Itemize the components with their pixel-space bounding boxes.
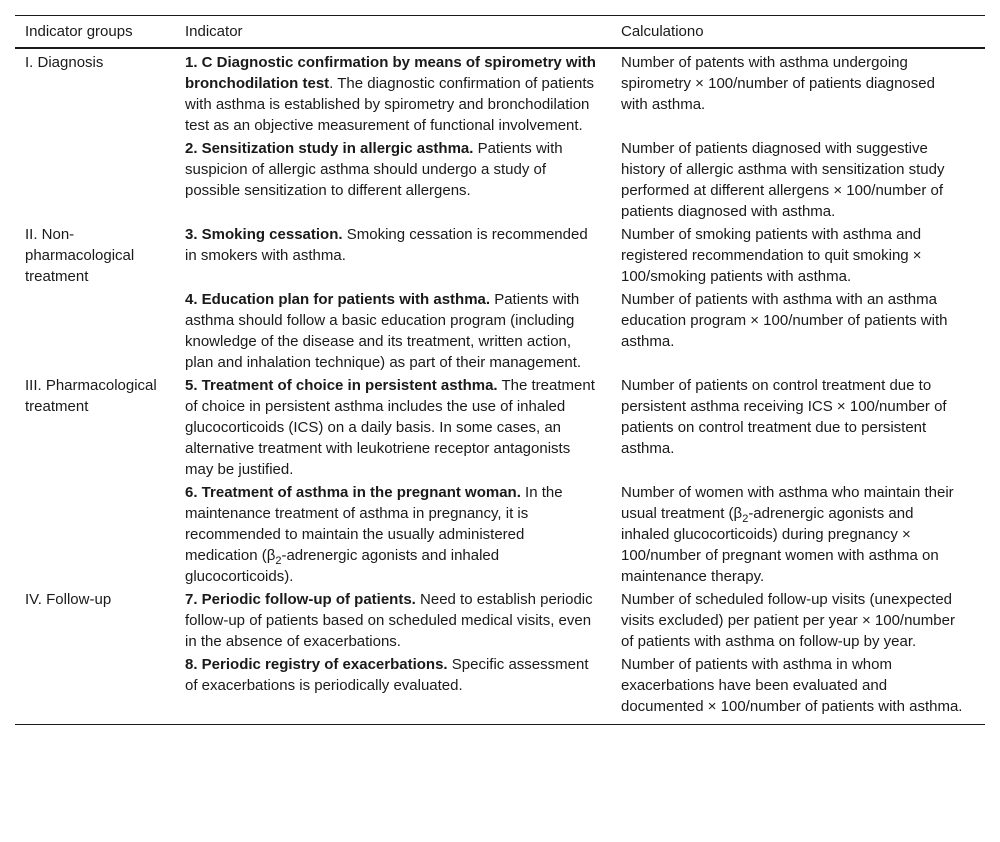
table-row bbox=[15, 374, 985, 481]
table-row bbox=[15, 588, 985, 653]
calculation-text-cont: -adrenergic agonists and inhaled glucocorticoids) during pregnancy × 100/number of pregnant women with asthma on maintenance therapy. bbox=[621, 505, 939, 585]
indicator-cell bbox=[175, 481, 611, 588]
calculation-cell: Number of patients on control treatment due to persistent asthma receiving ICS × 100/number of patients on control treatment due to persistent asthma. bbox=[621, 377, 947, 457]
indicator-group-cell: II. Non-pharmacological treatment bbox=[25, 226, 135, 285]
indicator-cell bbox=[175, 653, 611, 725]
table-row bbox=[15, 48, 985, 137]
indicator-group-cell bbox=[15, 137, 175, 223]
subscript: 2 bbox=[742, 513, 749, 525]
indicator-group-cell bbox=[15, 288, 175, 374]
indicator-title: 4. Education plan for patients with asthma. bbox=[185, 291, 491, 308]
indicator-description-cont: -adrenergic agonists and inhaled glucocorticoids). bbox=[185, 547, 500, 585]
indicator-description: Specific assessment of exacerbations is periodically evaluated. bbox=[185, 656, 589, 694]
indicator-title: 7. Periodic follow-up of patients. bbox=[185, 591, 416, 608]
asthma-quality-indicators-table bbox=[15, 15, 985, 725]
indicator-cell bbox=[175, 137, 611, 223]
calculation-cell: Number of scheduled follow-up visits (unexpected visits excluded) per patient per year × 100/number of patients with asthma on follow-up by year. bbox=[621, 591, 955, 650]
indicator-title: 6. Treatment of asthma in the pregnant woman. bbox=[185, 484, 521, 501]
indicator-cell bbox=[175, 374, 611, 481]
header-indicator: Indicator bbox=[175, 16, 611, 49]
table-row bbox=[15, 223, 985, 288]
calculation-text: Number of women with asthma who maintain their usual treatment (β bbox=[621, 484, 954, 522]
table-row bbox=[15, 481, 985, 588]
calculation-cell: Number of patients with asthma with an asthma education program × 100/number of patients with asthma. bbox=[621, 291, 948, 350]
indicator-title: 1. C Diagnostic confirmation by means of spirometry with bronchodilation test bbox=[185, 54, 596, 92]
indicator-title: 8. Periodic registry of exacerbations. bbox=[185, 656, 448, 673]
indicator-title: 3. Smoking cessation. bbox=[185, 226, 343, 243]
indicator-description: The treatment of choice in persistent asthma includes the use of inhaled glucocorticoids (ICS) on a daily basis. In some cases, an alternative treatment with leukotriene receptor antagonists may be justified. bbox=[185, 377, 595, 478]
subscript: 2 bbox=[275, 555, 282, 567]
header-row bbox=[15, 16, 985, 49]
indicator-group-cell bbox=[15, 481, 175, 588]
calculation-cell: Number of patents with asthma undergoing spirometry × 100/number of patients diagnosed with asthma. bbox=[621, 54, 935, 113]
indicator-description: Smoking cessation is recommended in smokers with asthma. bbox=[185, 226, 588, 264]
indicator-group-cell: I. Diagnosis bbox=[25, 54, 104, 71]
indicator-cell bbox=[175, 588, 611, 653]
header-calculation: Calculationo bbox=[611, 16, 985, 49]
calculation-cell: Number of patients with asthma in whom exacerbations have been evaluated and documented × 100/number of patients with asthma. bbox=[611, 653, 985, 725]
table-row bbox=[15, 137, 985, 223]
header-indicator-groups: Indicator groups bbox=[15, 16, 175, 49]
indicator-description: Patients with suspicion of allergic asthma should undergo a study of possible sensitization to different allergens. bbox=[185, 140, 563, 199]
indicator-group-cell: III. Pharmacological treatment bbox=[25, 377, 157, 415]
table-row bbox=[15, 653, 985, 725]
indicator-group-cell bbox=[15, 653, 175, 725]
table-body bbox=[15, 48, 985, 725]
table-row bbox=[15, 288, 985, 374]
indicator-title: 5. Treatment of choice in persistent asthma. bbox=[185, 377, 498, 394]
indicator-cell bbox=[175, 288, 611, 374]
indicator-title: 2. Sensitization study in allergic asthma. bbox=[185, 140, 474, 157]
indicator-description: . The diagnostic confirmation of patients with asthma is established by spirometry and bronchodilation test as an objective measurement of functional involvement. bbox=[185, 75, 595, 134]
calculation-cell bbox=[611, 481, 985, 588]
table-header bbox=[15, 16, 985, 49]
indicator-description: In the maintenance treatment of asthma in pregnancy, it is recommended to maintain the usually administered medication (β bbox=[185, 484, 563, 564]
indicator-cell bbox=[175, 223, 611, 288]
calculation-cell: Number of patients diagnosed with suggestive history of allergic asthma with sensitization study performed at different allergens × 100/number of patients diagnosed with asthma. bbox=[621, 140, 945, 220]
calculation-cell: Number of smoking patients with asthma and registered recommendation to quit smoking × 100/smoking patients with asthma. bbox=[621, 226, 922, 285]
indicator-description: Need to establish periodic follow-up of patients based on scheduled medical visits, even in the absence of exacerbations. bbox=[185, 591, 593, 650]
indicator-cell bbox=[175, 48, 611, 137]
indicator-group-cell: IV. Follow-up bbox=[25, 591, 112, 608]
indicator-description: Patients with asthma should follow a basic education program (including knowledge of the disease and its treatment, written action, plan and inhalation technique) as part of their management. bbox=[185, 291, 582, 371]
